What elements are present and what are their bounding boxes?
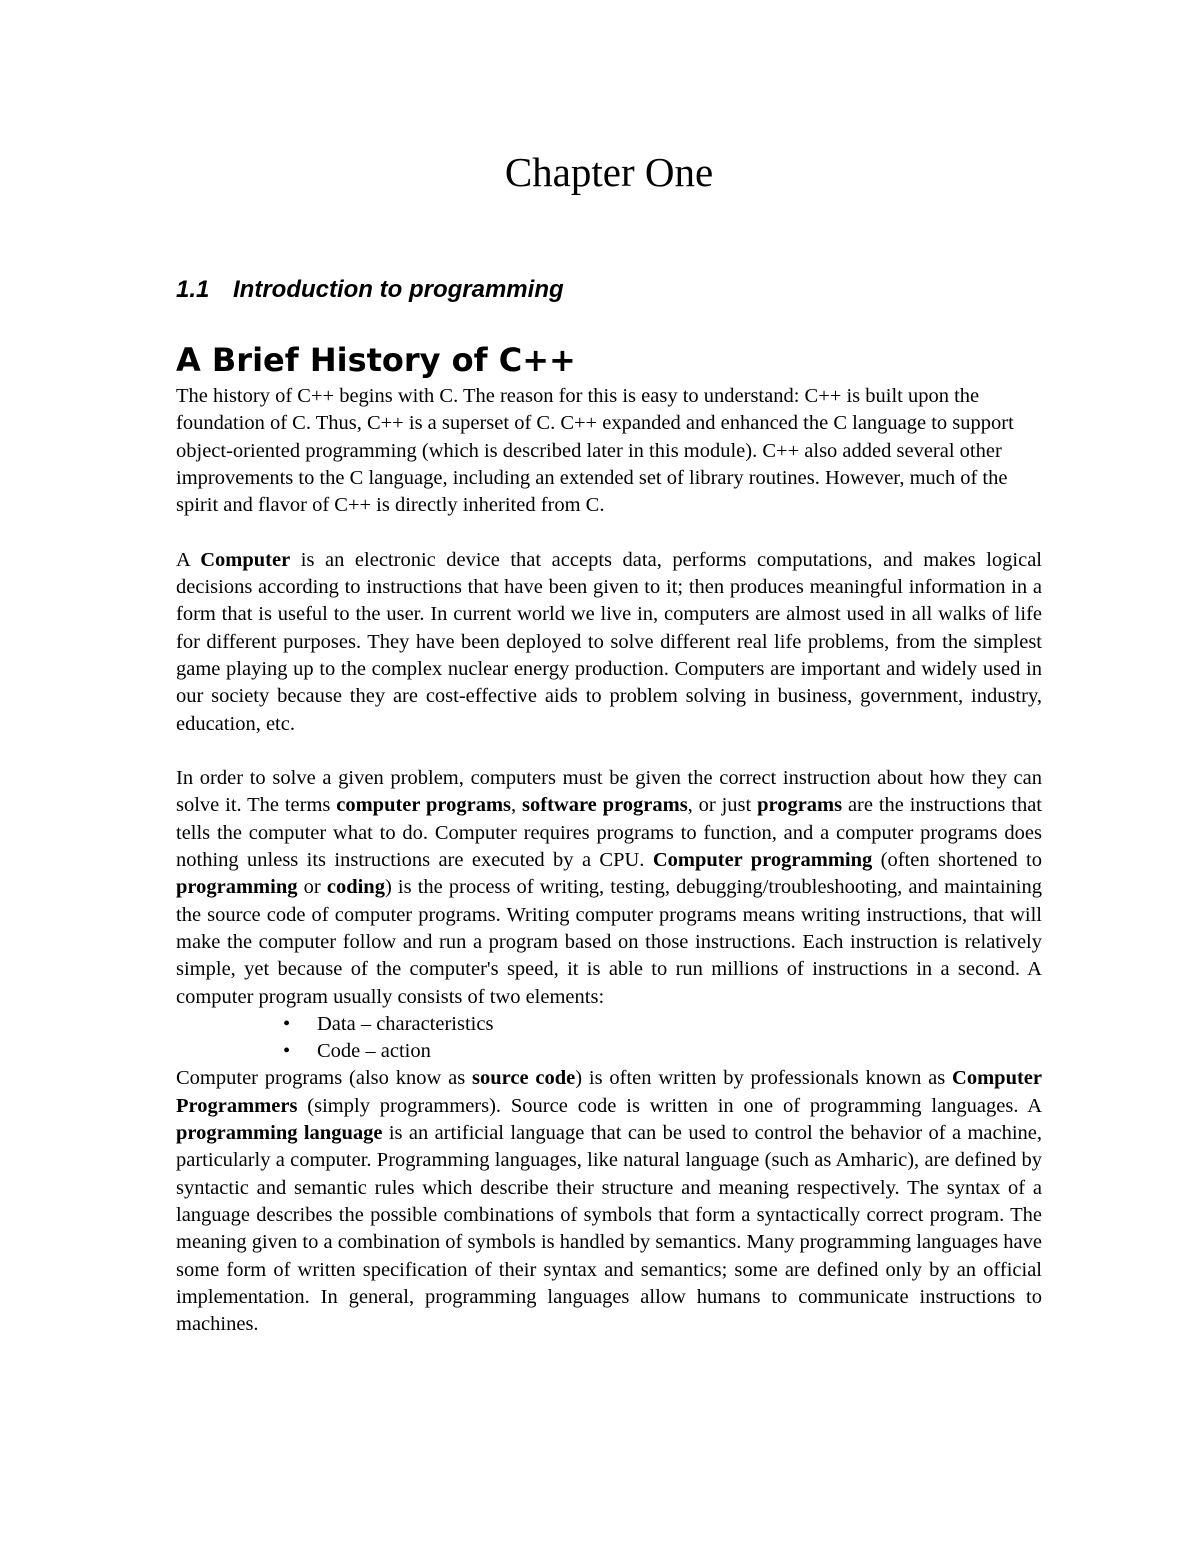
history-paragraph: The history of C++ begins with C. The reason for this is easy to understand: C++ is built upon the foundation of C. Thus, C++ is a superset of C. C++ expanded and enhanced the C language to support object-oriented programming (which is described later in this module). C++ also added several other improvements to the C language, including an extended set of library routines. However, much of the spirit and flavor of C++ is directly inherited from C. bbox=[176, 385, 1014, 517]
list-item bbox=[283, 1011, 1042, 1038]
body-text bbox=[176, 383, 1042, 1338]
bullet-icon: • bbox=[283, 1040, 291, 1063]
computer-term: Computer bbox=[200, 548, 291, 571]
section-title: Introduction to programming bbox=[233, 276, 564, 303]
term-programs: programs bbox=[757, 794, 843, 817]
list-item-text: Code – action bbox=[317, 1040, 431, 1063]
paragraph-spacer bbox=[176, 738, 1042, 765]
source-text-4: is an artificial language that can be used to control the behavior of a machine, particularly a computer. Programming languages, like natural language (such as Amharic), are defined by syntactic and semantic rules which describe their structure and meaning respectively. The syntax of a language describes the possible combinations of symbols that form a syntactically correct program. The meaning given to a combination of symbols is handled by semantics. Many programming languages have some form of written specification of their syntax and semantics; some are defined only by an official implementation. In general, programming languages allow humans to communicate instructions to machines. bbox=[176, 1122, 1043, 1336]
term-computer-programmers: Computer Programmers bbox=[176, 1067, 1043, 1117]
chapter-title: Chapter One bbox=[504, 149, 714, 195]
programs-text-7: ) is the process of writing, testing, debugging/troubleshooting, and maintaining the source code of computer programs. Writing computer programs means writing instructions, that will make the computer follow and run a program based on those instructions. Each instruction is relatively simple, yet because of the computer's speed, it is able to run millions of instructions in a second. A computer program usually consists of two elements: bbox=[176, 876, 1043, 1008]
list-item-text: Data – characteristics bbox=[317, 1012, 494, 1035]
term-software-programs: software programs bbox=[522, 794, 688, 817]
programs-text-4: are the instructions that tells the computer what to do. Computer requires programs to function, and a computer programs does nothing unless its instructions are executed by a CPU. bbox=[176, 794, 1042, 872]
program-elements-list bbox=[176, 1011, 1042, 1066]
source-text-3: (simply programmers). Source code is written in one of programming languages. A bbox=[297, 1094, 1042, 1117]
programs-text-6: or bbox=[297, 876, 327, 899]
computer-paragraph-lead: A bbox=[176, 548, 201, 571]
term-computer-programs: computer programs bbox=[336, 794, 512, 817]
term-programming-language: programming language bbox=[176, 1122, 383, 1145]
computer-paragraph-text: is an electronic device that accepts data, performs computations, and makes logical decisions according to instructions that have been given to it; then produces meaningful information in a form that is useful to the user. In current world we live in, computers are almost used in all walks of life for different purposes. They have been deployed to solve different real life problems, from the simplest game playing up to the complex nuclear energy production. Computers are important and widely used in our society because they are cost-effective aids to problem solving in business, government, industry, education, etc. bbox=[176, 548, 1042, 735]
term-computer-programming: Computer programming bbox=[652, 849, 873, 872]
bullet-icon: • bbox=[283, 1012, 291, 1035]
term-programming: programming bbox=[176, 876, 298, 899]
computer-paragraph bbox=[176, 547, 1042, 738]
programs-paragraph bbox=[176, 765, 1042, 1011]
history-heading: A Brief History of C++ bbox=[176, 341, 576, 379]
section-heading bbox=[176, 274, 564, 306]
programs-text-2: , bbox=[511, 794, 523, 817]
programs-text-5: (often shortened to bbox=[872, 849, 1042, 872]
section-number: 1.1 bbox=[176, 276, 210, 303]
source-code-paragraph bbox=[176, 1065, 1042, 1338]
source-text-1: Computer programs (also know as bbox=[176, 1067, 472, 1090]
paragraph-spacer bbox=[176, 519, 1042, 546]
term-source-code: source code bbox=[472, 1067, 576, 1090]
programs-text-1: In order to solve a given problem, computers must be given the correct instruction about how they can solve it. The terms bbox=[176, 767, 1042, 817]
programs-text-3: , or just bbox=[687, 794, 758, 817]
term-coding: coding bbox=[326, 876, 385, 899]
source-text-2: ) is often written by professionals known as bbox=[575, 1067, 953, 1090]
list-item bbox=[283, 1038, 1042, 1065]
